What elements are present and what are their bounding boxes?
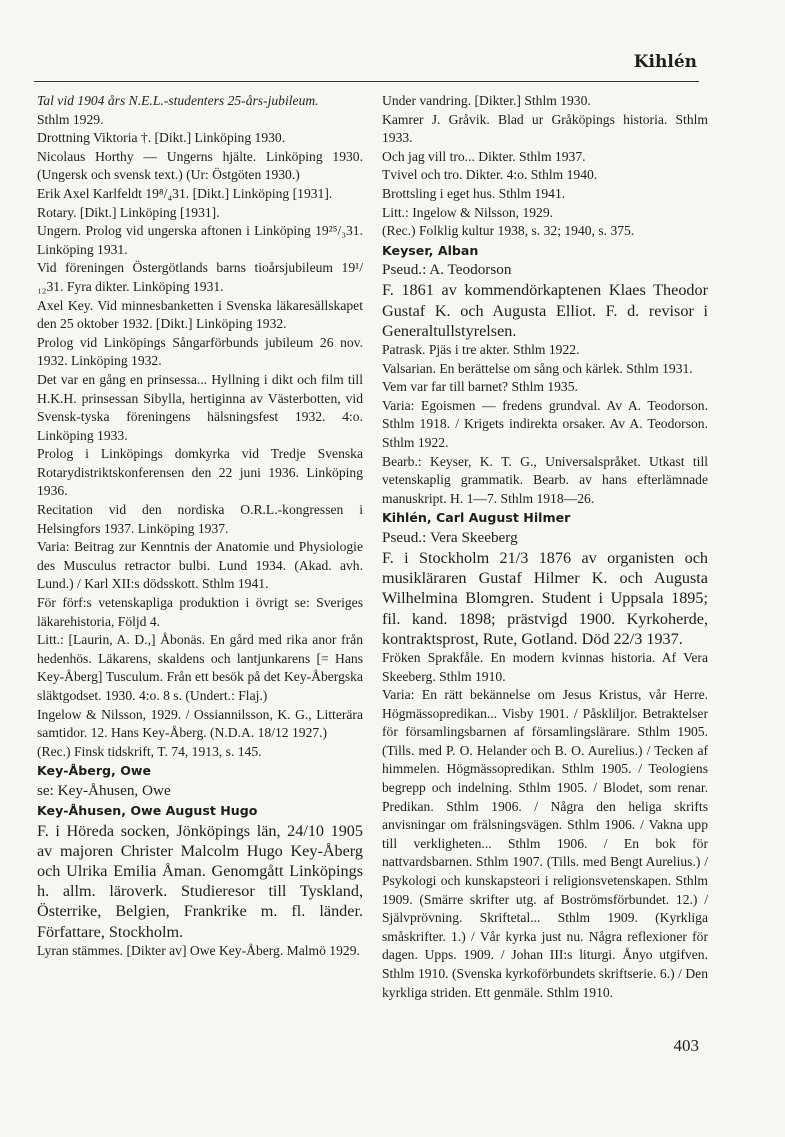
right-entry: Patrask. Pjäs i tre akter. Sthlm 1922.	[382, 341, 580, 357]
right-entry: Kamrer J. Gråvik. Blad ur Gråköpings historia. Sthlm 1933.	[382, 111, 708, 146]
left-entry: Varia: Beitrag zur Kenntnis der Anatomie und Physiologie des Musculus retractor bulbi. Lund 1934. (Akad. avh. Lund.) / Karl XII:s dödsskott. Sthlm 1941.	[37, 539, 363, 592]
left-entry: (Rec.) Finsk tidskrift, T. 74, 1913, s. 145.	[37, 743, 262, 759]
right-entry: Pseud.: Vera Skeeberg	[382, 528, 518, 546]
right-column	[382, 92, 708, 1002]
right-entry: Och jag vill tro... Dikter. Sthlm 1937.	[382, 148, 586, 164]
right-entry: Valsarian. En berättelse om sång och kärlek. Sthlm 1931.	[382, 360, 693, 376]
right-entry: Tvivel och tro. Dikter. 4:o. Sthlm 1940.	[382, 167, 598, 183]
left-entry: Ingelow & Nilsson, 1929. / Ossiannilsson, K. G., Litterära samtidor. 12. Hans Key-Åberg. (N.D.A. 18/12 1927.)	[37, 706, 363, 741]
left-entry: Litt.: [Laurin, A. D.,] Åbonäs. En gård med rika anor från hedenhös. Läkarens, skaldens och lantjunkarens [= Hans Key-Åberg] Tusculum. Från ett besök på det Key-Åbergska släktgodset. 1930. 4:o. 8 s. (Undert.: Flaj.)	[37, 632, 363, 703]
left-entry: Prolog vid Linköpings Sångarförbunds jubileum 26 nov. 1932. Linköping 1932.	[37, 334, 363, 369]
running-head: Kihlén	[633, 52, 697, 72]
right-entry: Brottsling i eget hus. Sthlm 1941.	[382, 185, 566, 201]
right-entry: Fröken Sprakfåle. En modern kvinnas historia. Af Vera Skeeberg. Sthlm 1910.	[382, 649, 708, 684]
right-heading: Kihlén, Carl August Hilmer	[382, 510, 571, 526]
right-entry: (Rec.) Folklig kultur 1938, s. 32; 1940, s. 375.	[382, 223, 635, 239]
left-entry: Prolog i Linköpings domkyrka vid Tredje Svenska Rotarydistriktskonferensen den 22 juni 1936. Linköping 1936.	[37, 446, 363, 499]
right-entry: F. 1861 av kommendörkaptenen Klaes Theodor Gustaf K. och Augusta Elliot. F. d. revisor i Generaltullstyrelsen.	[382, 281, 708, 340]
left-entry: Tal vid 1904 års N.E.L.-studenters 25-års-jubileum.	[37, 93, 319, 108]
right-entry: F. i Stockholm 21/3 1876 av organisten och musikläraren Gustaf Hilmer K. och Augusta Wilhelmina Blomgren. Student i Uppsala 1895; fil. kand. 1898; prästvigd 1900. Kyrkoherde, kontraktsprost, Rute, Gotland. Död 22/3 1937.	[382, 548, 708, 648]
left-entry: För förf:s vetenskapliga produktion i övrigt se: Sveriges läkarehistoria, Följd 4.	[37, 595, 363, 629]
right-entry: Litt.: Ingelow & Nilsson, 1929.	[382, 204, 554, 220]
left-entry: se: Key-Åhusen, Owe	[37, 781, 171, 799]
right-entry: Vem var far till barnet? Sthlm 1935.	[382, 379, 578, 395]
left-entry: Recitation vid den nordiska O.R.L.-kongressen i Helsingfors 1937. Linköping 1937.	[37, 502, 363, 536]
right-entry: Varia: Egoismen — fredens grundval. Av A. Teodorson. Sthlm 1918. / Krigets indirekta orsaker. Av A. Teodorson. Sthlm 1922.	[382, 397, 708, 450]
right-heading: Keyser, Alban	[382, 242, 479, 258]
left-entry: F. i Höreda socken, Jönköpings län, 24/10 1905 av majoren Christer Malcolm Hugo Key-Åberg och Ulrika Emilia Åman. Genomgått Linköpings h. allm. läroverk. Studieresor till Tyskland, Österrike, Belgien, Frankrike m. fl. länder. Författare, Stockholm.	[37, 821, 363, 941]
left-heading: Key-Åhusen, Owe August Hugo	[37, 802, 258, 818]
left-entry: Ungern. Prolog vid ungerska aftonen i Linköping 19²⁵/₃31. Linköping 1931.	[37, 223, 363, 257]
left-entry: Rotary. [Dikt.] Linköping [1931].	[37, 204, 220, 220]
header-rule	[34, 81, 699, 82]
right-entry: Varia: En rätt bekännelse om Jesus Kristus, vår Herre. Högmässopredikan... Visby 1901. / Påskliljor. Betraktelser för församlingsbarnen af församlingslärare. Sthlm 1905. (Tills. med P. O. Helander och B. O. Aurelius.) / Tecken af himmelen. Högmässopredikan. Sthlm 1905. / Teologiens begrepp och indelning. Sthlm 1905. / Blodet, som renar. Predikan. Sthlm 1906. / Några den heliga skrifts anvisningar om frälsningsvägen. Sthlm 1906. / Vakna upp till verkligheten... Sthlm 1906. / En bok för nattvardsbarnen. Sthlm 1907. (Tills. med Bengt Aurelius.) / Psykologi och kunskapsteori i religionsvetenskapen. Sthlm 1909. (Smärre skrifter utg. af Boströmsförbundet. 12.) / Självprövning. Skriftetal... Sthlm 1909. (Kyrkliga småskrifter. 1.) / Vår kyrka just nu. Några reflexioner för dagen. Upps. 1909. / Johan III:s liturgi. Ånyo utgifven. Sthlm 1910. (Svenska kyrkoförbundets skriftserie. 6.) / Den kyrkliga striden. Ett genmäle. Sthlm 1910.	[382, 687, 708, 1000]
left-entry: Vid föreningen Östergötlands barns tioårsjubileum 19¹/₁₂31. Fyra dikter. Linköping 1931.	[37, 260, 363, 294]
left-entry: Erik Axel Karlfeldt 19⁸/₄31. [Dikt.] Linköping [1931].	[37, 185, 333, 201]
left-entry: Lyran stämmes. [Dikter av] Owe Key-Åberg. Malmö 1929.	[37, 942, 360, 958]
right-entry: Under vandring. [Dikter.] Sthlm 1930.	[382, 93, 591, 108]
left-entry: Drottning Viktoria †. [Dikt.] Linköping 1930.	[37, 130, 286, 146]
right-entry: Pseud.: A. Teodorson	[382, 261, 512, 279]
left-entry: Nicolaus Horthy — Ungerns hjälte. Linköping 1930. (Ungersk och svensk text.) (Ur: Östgöten 1930.)	[37, 148, 363, 183]
left-column	[37, 92, 363, 960]
left-entry: Det var en gång en prinsessa... Hyllning i dikt och film till H.K.H. prinsessan Sibylla, hertiginna av Västerbotten, vid Svensk-tyska föreningens hälsningsfest 1932. 4:o. Linköping 1933.	[37, 371, 363, 443]
left-heading: Key-Åberg, Owe	[37, 763, 152, 779]
left-entry: Sthlm 1929.	[37, 111, 104, 127]
left-entry: Axel Key. Vid minnesbanketten i Svenska läkaresällskapet den 25 oktober 1932. [Dikt.] Linköping 1932.	[37, 297, 363, 332]
page-number: 403	[673, 1036, 699, 1055]
right-entry: Bearb.: Keyser, K. T. G., Universalspråket. Utkast till vetenskaplig grammatik. Bearb. av hans efterlämnade manuskript. H. 1—7. Sthlm 1918—26.	[382, 453, 708, 506]
